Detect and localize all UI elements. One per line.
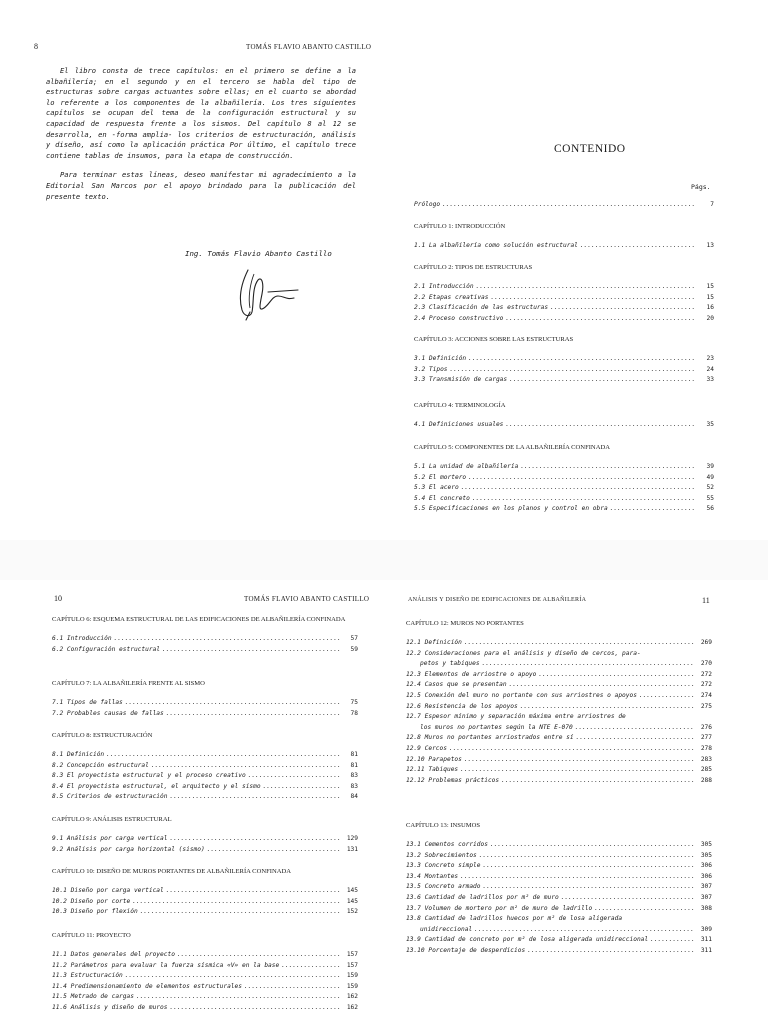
toc-entry: 1.1 La albañilería como solución estructural ..... 13 xyxy=(414,241,714,252)
toc-entry: 2.3 Clasificación de las estructuras ..... 16 xyxy=(414,303,714,314)
toc-entry: 8.3 El proyectista estructural y el proceso creativo ..... 83 xyxy=(52,771,358,782)
page-number: 10 xyxy=(54,594,62,603)
paragraph: Para terminar estas líneas, deseo manifestar mi agradecimiento a la Editorial San Marcos por el apoyo brindado para la publicación del presente texto. xyxy=(46,170,356,201)
chapter-heading: CAPÍTULO 12: MUROS NO PORTANTES xyxy=(406,620,524,627)
toc-chapter xyxy=(414,444,714,515)
toc-entry: 8.4 El proyectista estructural, el arquitecto y el sismo ..... 83 xyxy=(52,782,358,793)
chapter-heading: CAPÍTULO 11: PROYECTO xyxy=(52,932,131,939)
prologue-section xyxy=(414,200,714,211)
toc-entry: 13.1 Cementos corridos ..... 305 xyxy=(406,840,712,851)
toc-entry: 11.6 Análisis y diseño de muros ..... 162 xyxy=(52,1003,358,1014)
toc-entry: 12.9 Cercos ..... 278 xyxy=(406,744,712,755)
toc-chapter xyxy=(406,620,712,786)
toc-entry: 13.7 Volumen de mortero por m² de muro de ladrillo ..... 308 xyxy=(406,904,712,915)
chapter-heading: CAPÍTULO 10: DISEÑO DE MUROS PORTANTES DE ALBAÑILERÍA CONFINADA xyxy=(52,868,292,875)
toc-entry: 5.5 Especificaciones en los planos y control en obra ..... 56 xyxy=(414,504,714,515)
toc-chapter xyxy=(52,868,358,918)
chapter-heading: CAPÍTULO 2: TIPOS DE ESTRUCTURAS xyxy=(414,264,533,271)
toc-chapter xyxy=(414,336,714,386)
page-10 xyxy=(0,580,384,1024)
toc-entry: 7.2 Probables causas de fallas ..... 78 xyxy=(52,709,358,720)
toc-entry: 12.10 Parapetos ..... 283 xyxy=(406,755,712,766)
page-8 xyxy=(0,0,384,540)
toc-entry: 12.3 Elementos de arriostre o apoyo ..... 272 xyxy=(406,670,712,681)
chapter-heading: CAPÍTULO 13: INSUMOS xyxy=(406,822,481,829)
toc-entry: 11.2 Parámetros para evaluar la fuerza sísmica «V» en la base ..... 157 xyxy=(52,961,358,972)
toc-entry: 11.5 Metrado de cargas ..... 162 xyxy=(52,992,358,1003)
toc-entry: 9.1 Análisis por carga vertical ..... 129 xyxy=(52,834,358,845)
toc-entry: 2.4 Proceso constructivo ..... 20 xyxy=(414,314,714,325)
toc-entry: 8.2 Concepción estructural ..... 81 xyxy=(52,761,358,772)
toc-entry: 13.8 Cantidad de ladrillos huecos por m² de losa aligerada xyxy=(406,915,623,923)
toc-entry: 13.4 Montantes ..... 306 xyxy=(406,872,712,883)
toc-chapter xyxy=(406,822,712,957)
toc-entry: 3.1 Definición ..... 23 xyxy=(414,354,714,365)
toc-entry: 10.2 Diseño por corte ..... 145 xyxy=(52,897,358,908)
page-11 xyxy=(384,580,768,1024)
running-head: ANÁLISIS Y DISEÑO DE EDIFICACIONES DE ALBAÑILERÍA xyxy=(408,597,587,603)
toc-entry: 11.4 Predimensionamiento de elementos estructurales ..... 159 xyxy=(52,982,358,993)
toc-entry: 6.2 Configuración estructural ..... 59 xyxy=(52,645,358,656)
toc-entry: 12.6 Resistencia de los apoyos ..... 275 xyxy=(406,702,712,713)
page-number: 11 xyxy=(702,596,710,605)
running-head: TOMÁS FLAVIO ABANTO CASTILLO xyxy=(246,43,372,51)
signature-name: Ing. Tomás Flavio Abanto Castillo xyxy=(185,249,332,258)
toc-entry: 10.3 Diseño por flexión ..... 152 xyxy=(52,907,358,918)
toc-entry: 10.1 Diseño por carga vertical ..... 145 xyxy=(52,886,358,897)
chapter-heading: CAPÍTULO 5: COMPONENTES DE LA ALBAÑILERÍA CONFINADA xyxy=(414,444,610,451)
toc-entry: 13.5 Concreto armado ..... 307 xyxy=(406,882,712,893)
chapter-heading: CAPÍTULO 6: ESQUEMA ESTRUCTURAL DE LAS EDIFICACIONES DE ALBAÑILERÍA CONFINADA xyxy=(52,616,346,623)
toc-chapter xyxy=(52,732,358,803)
toc-chapter xyxy=(414,402,714,431)
toc-entry: 8.5 Criterios de estructuración ..... 84 xyxy=(52,792,358,803)
toc-entry: 12.12 Problemas prácticos ..... 288 xyxy=(406,776,712,787)
toc-entry-continuation: petos y tabiques ..... 270 xyxy=(406,659,712,670)
toc-entry: 7.1 Tipos de fallas ..... 75 xyxy=(52,698,358,709)
page-gap xyxy=(0,540,768,580)
toc-entry: 13.3 Concreto simple ..... 306 xyxy=(406,861,712,872)
toc-entry: Prólogo ..... 7 xyxy=(414,200,714,211)
toc-entry: 13.2 Sobrecimientos ..... 305 xyxy=(406,851,712,862)
toc-entry: 13.10 Porcentaje de desperdicios ..... 311 xyxy=(406,946,712,957)
chapter-heading: CAPÍTULO 8: ESTRUCTURACIÓN xyxy=(52,732,153,739)
toc-entry: 3.2 Tipos ..... 24 xyxy=(414,365,714,376)
toc-chapter xyxy=(52,932,358,1014)
toc-entry: 13.6 Cantidad de ladrillos por m² de muro ..... 307 xyxy=(406,893,712,904)
toc-entry: 12.8 Muros no portantes arriostrados entre sí ..... 277 xyxy=(406,733,712,744)
toc-chapter xyxy=(52,616,358,655)
toc-entry: 2.2 Etapas creativas ..... 15 xyxy=(414,293,714,304)
toc-entry: 12.4 Casos que se presentan ..... 272 xyxy=(406,680,712,691)
chapter-heading: CAPÍTULO 1: INTRODUCCIÓN xyxy=(414,223,506,230)
toc-entry: 8.1 Definición ..... 81 xyxy=(52,750,358,761)
toc-entry: 6.1 Introducción ..... 57 xyxy=(52,634,358,645)
toc-entry: 3.3 Transmisión de cargas ..... 33 xyxy=(414,375,714,386)
chapter-heading: CAPÍTULO 4: TERMINOLOGÍA xyxy=(414,402,506,409)
toc-entry: 12.2 Consideraciones para el análisis y diseño de cercos, para- xyxy=(406,649,641,657)
toc-entry-continuation: los muros no portantes según la NTE E-070 ..... 276 xyxy=(406,723,712,734)
chapter-heading: CAPÍTULO 3: ACCIONES SOBRE LAS ESTRUCTURAS xyxy=(414,336,574,343)
toc-entry: 9.2 Análisis por carga horizontal (sismo) ..... 131 xyxy=(52,845,358,856)
toc-entry: 5.2 El mortero ..... 49 xyxy=(414,473,714,484)
chapter-heading: CAPÍTULO 7: LA ALBAÑILERÍA FRENTE AL SISMO xyxy=(52,680,205,687)
toc-entry: 5.3 El acero ..... 52 xyxy=(414,483,714,494)
toc-entry: 12.7 Espesor mínimo y separación máxima entre arriostres de xyxy=(406,713,626,721)
preface-text xyxy=(46,66,356,211)
toc-entry: 4.1 Definiciones usuales ..... 35 xyxy=(414,420,714,431)
toc-entry: 12.5 Conexión del muro no portante con sus arriostres o apoyos ..... 274 xyxy=(406,691,712,702)
toc-entry: 12.1 Definición ..... 269 xyxy=(406,638,712,649)
page-number: 8 xyxy=(34,42,38,51)
toc-chapter xyxy=(52,816,358,855)
toc-entry: 5.1 La unidad de albañilería ..... 39 xyxy=(414,462,714,473)
toc-entry: 12.11 Tabiques ..... 285 xyxy=(406,765,712,776)
chapter-heading: CAPÍTULO 9: ANÁLISIS ESTRUCTURAL xyxy=(52,816,172,823)
running-head: TOMÁS FLAVIO ABANTO CASTILLO xyxy=(244,595,370,603)
toc-chapter xyxy=(414,223,714,252)
toc-entry: 5.4 El concreto ..... 55 xyxy=(414,494,714,505)
toc-chapter xyxy=(414,264,714,324)
page-9 xyxy=(384,0,768,540)
toc-entry-continuation: unidireccional ..... 309 xyxy=(406,925,712,936)
toc-chapter xyxy=(52,680,358,719)
signature-icon xyxy=(228,262,308,322)
toc-entry: 11.1 Datos generales del proyecto ..... 157 xyxy=(52,950,358,961)
toc-entry: 11.3 Estructuración ..... 159 xyxy=(52,971,358,982)
contents-title: CONTENIDO xyxy=(554,143,626,155)
pages-label: Págs. xyxy=(691,183,711,191)
toc-entry: 2.1 Introducción ..... 15 xyxy=(414,282,714,293)
paragraph: El libro consta de trece capítulos: en el primero se define a la albañilería; en el segundo y en el tercero se habla del tipo de estructuras sobre cargas actuantes sobre ellas; en el cuarto se abordad lo referente a los componentes de la albañilería. Los tres siguientes capítulos se ocupan del tema de la configuración estructural y su capacidad de respuesta frente a los sismos. Del capítulo 8 al 12 se desarrolla, en -forma amplia- los criterios de estructuración, análisis y diseño, así como la aplicación práctica Por último, el capítulo trece contiene tablas de insumos, para la etapa de construcción. xyxy=(46,66,356,160)
toc-entry: 13.9 Cantidad de concreto por m² de losa aligerada unidireccional ..... 311 xyxy=(406,935,712,946)
